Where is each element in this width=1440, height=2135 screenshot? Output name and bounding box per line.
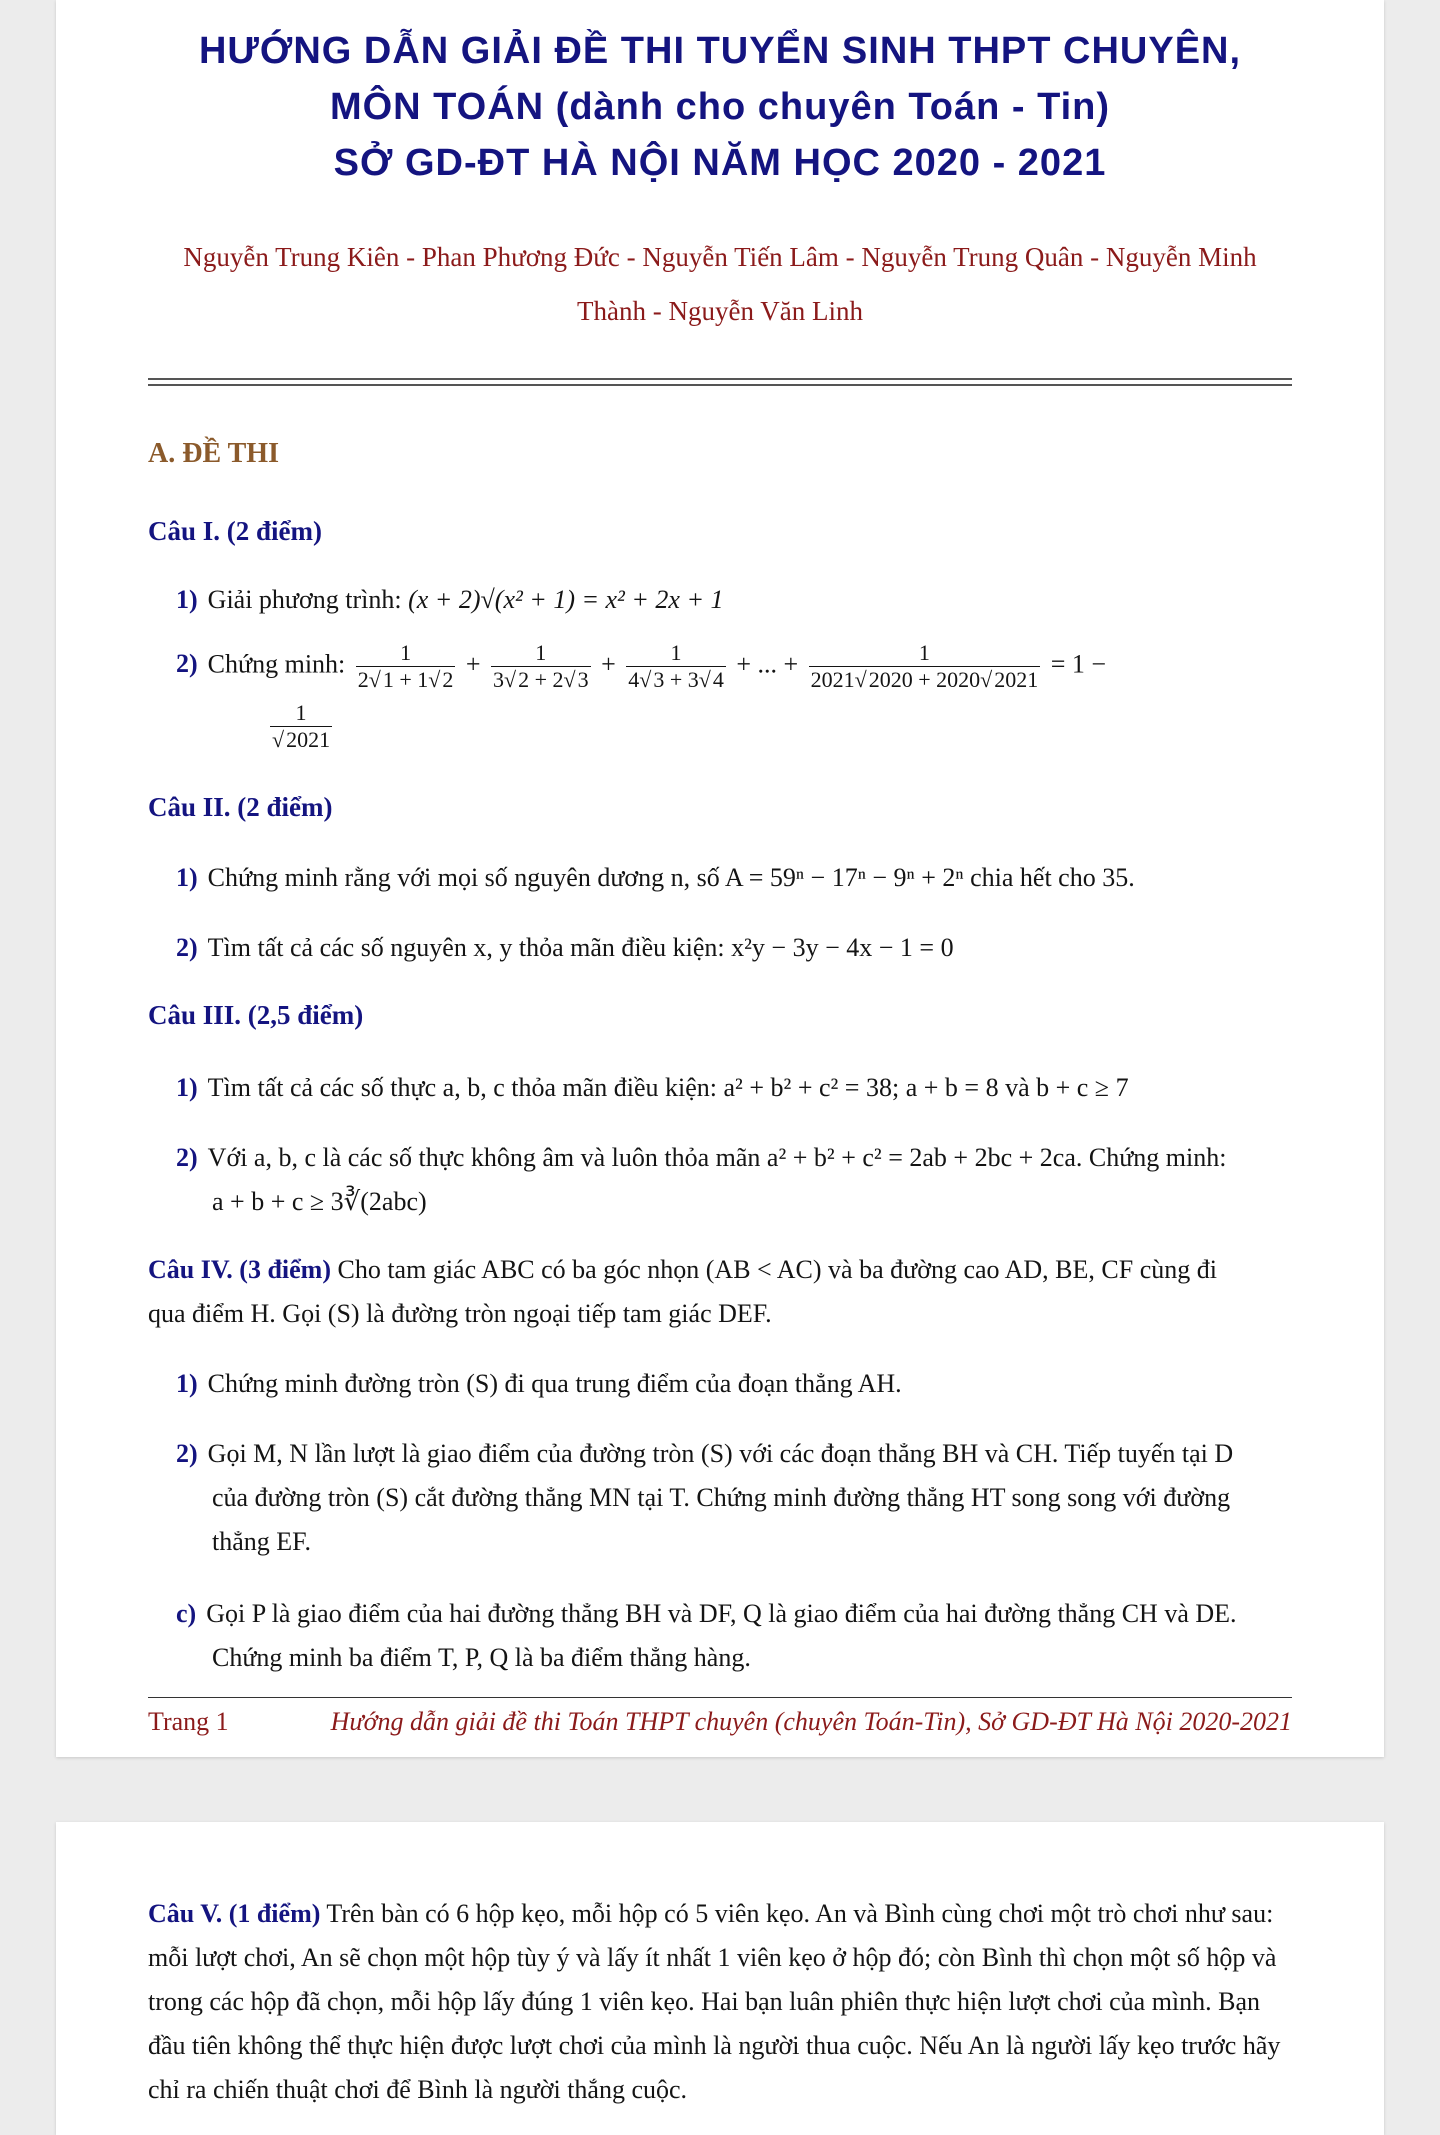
question-4-part-2-line-3: thẳng EF. (212, 1527, 312, 1556)
question-1-heading: Câu I. (2 điểm) (148, 516, 322, 546)
question-2-part-2-text: Tìm tất cả các số nguyên x, y thỏa mãn điều kiện: x²y − 3y − 4x − 1 = 0 (207, 933, 954, 962)
fraction-rhs: $\frac{1}{√2021}$ (272, 700, 331, 752)
header-rule-top (148, 378, 1292, 380)
question-3-part-1-number: 1) (176, 1073, 198, 1102)
doc-title-line-1: HƯỚNG DẪN GIẢI ĐỀ THI TUYỂN SINH THPT CHUYÊN, (198, 30, 1242, 72)
question-4-part-2-line-1 (176, 1432, 1233, 1476)
authors-line-1: Nguyễn Trung Kiên - Phan Phương Đức - Nguyễn Tiến Lâm - Nguyễn Trung Quân - Nguyễn Minh (183, 242, 1257, 272)
fraction-term-3: $\frac{1}{4√3 + 3√4}$ (628, 640, 724, 692)
question-3-part-2 (176, 1136, 1296, 1180)
document-page-1 (56, 0, 1384, 1757)
question-3-part-2-text: Với a, b, c là các số thực không âm và luôn thỏa mãn a² + b² + c² = 2ab + 2bc + 2ca. Chứng minh: (207, 1143, 1227, 1172)
question-5-line-4: đầu tiên không thể thực hiện được lượt chơi của mình là người thua cuộc. Nếu An là người lấy kẹo trước hãy (148, 2031, 1281, 2060)
question-4-part-2-line-2: của đường tròn (S) cắt đường thẳng MN tại T. Chứng minh đường thẳng HT song song với đường (212, 1483, 1231, 1512)
fraction-term-last: $\frac{1}{2021√2020 + 2020√2021}$ (810, 640, 1039, 692)
question-1-part-1 (176, 578, 724, 622)
question-4-intro-line-1 (148, 1248, 1298, 1292)
question-3-part-2-number: 2) (176, 1143, 198, 1172)
question-3-heading: Câu III. (2,5 điểm) (148, 1000, 364, 1030)
question-4-part-3-number: c) (176, 1599, 197, 1628)
question-1-part-1-equation: (x + 2)√(x² + 1) = x² + 2x + 1 (408, 585, 724, 614)
doc-title-line-3: SỞ GD-ĐT HÀ NỘI NĂM HỌC 2020 - 2021 (333, 142, 1107, 184)
header-rule-bottom (148, 384, 1292, 386)
question-1-part-1-number: 1) (176, 585, 198, 614)
footer-page-number: Trang 1 (148, 1707, 229, 1736)
question-4-part-3-text-1: Gọi P là giao điểm của hai đường thẳng BH và DF, Q là giao điểm của hai đường thẳng CH và DE. (206, 1599, 1237, 1628)
question-5-line-3: trong các hộp đã chọn, mỗi hộp lấy đúng 1 viên kẹo. Hai bạn luân phiên thực hiện lượt chơi của mình. Bạn (148, 1987, 1261, 2016)
footer-rule (148, 1697, 1292, 1698)
question-1-part-2-rhs (266, 700, 336, 753)
question-4-part-2-text-1: Gọi M, N lần lượt là giao điểm của đường tròn (S) với các đoạn thẳng BH và CH. Tiếp tuyến tại D (207, 1439, 1234, 1468)
footer-running-title: Hướng dẫn giải đề thi Toán THPT chuyên (chuyên Toán-Tin), Sở GD-ĐT Hà Nội 2020-2021 (330, 1707, 1292, 1736)
question-5-line-1 (148, 1892, 1298, 1936)
question-4-part-1 (176, 1362, 902, 1406)
question-4-intro-line-2: qua điểm H. Gọi (S) là đường tròn ngoại tiếp tam giác DEF. (148, 1299, 772, 1328)
question-2-part-1-text: Chứng minh rằng với mọi số nguyên dương n, số A = 59ⁿ − 17ⁿ − 9ⁿ + 2ⁿ chia hết cho 35. (207, 863, 1135, 892)
question-2-heading: Câu II. (2 điểm) (148, 792, 333, 822)
question-4-part-2-number: 2) (176, 1439, 198, 1468)
question-4-heading: Câu IV. (3 điểm) (148, 1255, 331, 1284)
question-4-part-3-line-1 (176, 1592, 1237, 1636)
question-1-part-2-text: Chứng minh: (207, 649, 346, 679)
section-title-de-thi: A. ĐỀ THI (148, 438, 279, 469)
question-5-line-5: chỉ ra chiến thuật chơi để Bình là người thắng cuộc. (148, 2075, 688, 2104)
question-4-part-3-line-2: Chứng minh ba điểm T, P, Q là ba điểm thẳng hàng. (212, 1643, 751, 1672)
question-3-part-1-text: Tìm tất cả các số thực a, b, c thỏa mãn điều kiện: a² + b² + c² = 38; a + b = 8 và b + c ≥ 7 (207, 1073, 1129, 1102)
question-2-part-2-number: 2) (176, 933, 198, 962)
fraction-term-2: $\frac{1}{3√2 + 2√3}$ (493, 640, 589, 692)
document-page-2 (56, 1822, 1384, 2135)
question-3-part-1 (176, 1066, 1129, 1110)
question-1-part-1-text: Giải phương trình: (207, 585, 402, 614)
question-1-part-2: 2) Chứng minh: $\frac{1}{2√1 + 1√2}$ + $\frac{1}{3√2 + 2√3}$ + $\frac{1}{4√3 + 3√4}$ + ... + $\frac{1}{2021√2020 + 2020√2021}$ = 1 − (176, 640, 1107, 692)
question-5-text-1: Trên bàn có 6 hộp kẹo, mỗi hộp có 5 viên kẹo. An và Bình cùng chơi một trò chơi như sau: (326, 1899, 1274, 1928)
question-1-part-2-number: 2) (176, 649, 198, 679)
fraction-term-1: $\frac{1}{2√1 + 1√2}$ (357, 640, 454, 692)
question-2-part-1-number: 1) (176, 863, 198, 892)
doc-title-line-2: MÔN TOÁN (dành cho chuyên Toán - Tin) (329, 86, 1111, 128)
question-5-heading: Câu V. (1 điểm) (148, 1899, 321, 1928)
question-2-part-2 (176, 926, 954, 970)
question-4-part-1-number: 1) (176, 1369, 198, 1398)
question-4-part-1-text: Chứng minh đường tròn (S) đi qua trung điểm của đoạn thẳng AH. (207, 1369, 902, 1398)
authors-line-2: Thành - Nguyễn Văn Linh (577, 296, 863, 326)
question-3-part-2-inequality: a + b + c ≥ 3∛(2abc) (212, 1187, 427, 1216)
question-5-line-2: mỗi lượt chơi, An sẽ chọn một hộp tùy ý và lấy ít nhất 1 viên kẹo ở hộp đó; còn Bình thì chọn một số hộp và (148, 1943, 1277, 1972)
question-2-part-1 (176, 856, 1135, 900)
question-4-intro-text-1: Cho tam giác ABC có ba góc nhọn (AB < AC) và ba đường cao AD, BE, CF cùng đi (337, 1255, 1217, 1284)
